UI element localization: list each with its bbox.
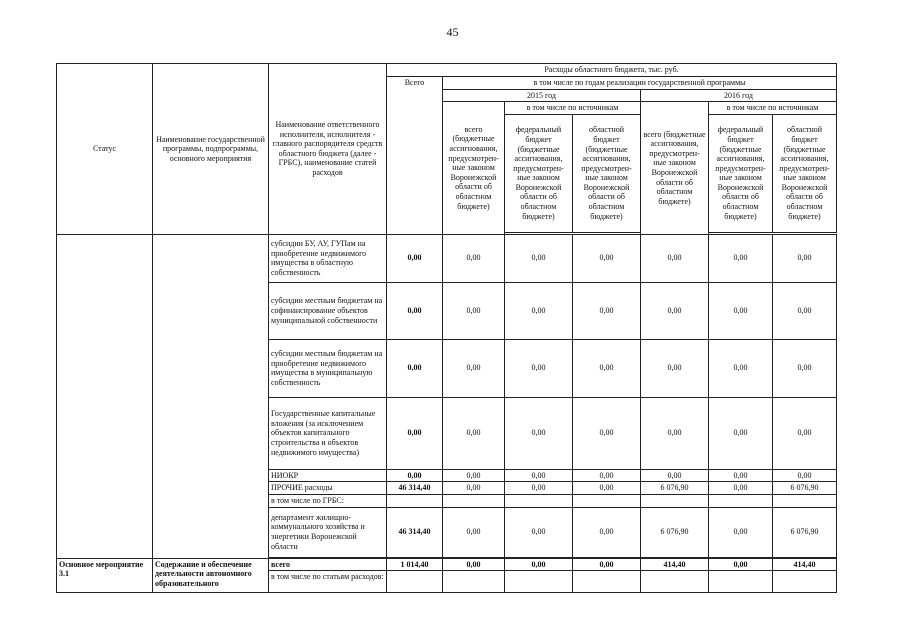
row-2016-federal: 0,00	[709, 397, 773, 469]
grbs-row-label: департамент жилищно-коммунального хозяйства и энергетики Воронежской области	[269, 507, 387, 557]
grbs-row-2015-all: 0,00	[443, 507, 505, 557]
row-2016-regional: 6 076,90	[773, 482, 837, 495]
row-2015-regional: 0,00	[573, 482, 641, 495]
measure-2015-regional: 0,00	[573, 558, 641, 571]
measure-2015-all: 0,00	[443, 558, 505, 571]
measure-status: Основное мероприятие 3.1	[57, 558, 153, 593]
measure-2016-regional: 414,40	[773, 558, 837, 571]
row-total: 46 314,40	[387, 482, 443, 495]
row-2015-all: 0,00	[443, 339, 505, 397]
measure-2016-federal: 0,00	[709, 558, 773, 571]
row-2015-regional: 0,00	[573, 282, 641, 339]
header-responsible: Наименование ответственного исполнителя, исполнителя - главного распорядителя средств областного бюджета (далее - ГРБС), наименование статей расходов	[269, 64, 387, 235]
header-year-2015: 2015 год	[443, 89, 641, 102]
row-2015-all: 0,00	[443, 282, 505, 339]
row-label: субсидии местным бюджетам на софинансирование объектов муниципальной собственности	[269, 282, 387, 339]
header-program-name: Наименование государственной программы, подпрограммы, основного мероприятия	[153, 64, 269, 235]
row-label: субсидии местным бюджетам на приобретение недвижимого имущества в муниципальную собственность	[269, 339, 387, 397]
empty-cell	[709, 494, 773, 507]
row-2016-all: 0,00	[641, 339, 709, 397]
row-2015-all: 0,00	[443, 234, 505, 282]
row-total: 0,00	[387, 282, 443, 339]
measure-2015-federal: 0,00	[505, 558, 573, 571]
row-total: 0,00	[387, 234, 443, 282]
header-year-2016: 2016 год	[641, 89, 837, 102]
row-total: 0,00	[387, 339, 443, 397]
row-2015-all: 0,00	[443, 469, 505, 482]
row-2016-regional: 0,00	[773, 234, 837, 282]
row-label: ПРОЧИЕ расходы	[269, 482, 387, 495]
measure-2016-all: 414,40	[641, 558, 709, 571]
header-total: Всего	[387, 77, 443, 235]
header-2016-federal: федеральный бюджет (бюджетные ассигнования, предусмотрен-ные законом Воронежской области об областном бюджете)	[709, 114, 773, 232]
row-2016-regional: 0,00	[773, 282, 837, 339]
row-label: НИОКР	[269, 469, 387, 482]
empty-cell	[573, 494, 641, 507]
row-label: субсидии БУ, АУ, ГУПам на приобретение недвижимого имущества в областную собственность	[269, 234, 387, 282]
grbs-row-2016-federal: 0,00	[709, 507, 773, 557]
grbs-row-2016-all: 6 076,90	[641, 507, 709, 557]
row-2015-federal: 0,00	[505, 282, 573, 339]
row-2016-federal: 0,00	[709, 469, 773, 482]
grbs-row-total: 46 314,40	[387, 507, 443, 557]
empty-cell	[505, 494, 573, 507]
empty-cell	[443, 494, 505, 507]
row-2015-regional: 0,00	[573, 234, 641, 282]
header-by-years: в том числе по годам реализации государственной программы	[443, 77, 837, 90]
header-2015-by-sources: в том числе по источникам	[505, 102, 641, 115]
row-2015-regional: 0,00	[573, 397, 641, 469]
empty-cell	[641, 494, 709, 507]
row-2016-federal: 0,00	[709, 339, 773, 397]
row-2015-regional: 0,00	[573, 339, 641, 397]
header-2015-regional: областной бюджет (бюджетные ассигнования, предусмотрен-ные законом Воронежской области об областном бюджете)	[573, 114, 641, 232]
row-2016-federal: 0,00	[709, 282, 773, 339]
measure-total: 1 014,40	[387, 558, 443, 571]
row-2016-all: 0,00	[641, 234, 709, 282]
grbs-row-2015-federal: 0,00	[505, 507, 573, 557]
row-2016-regional: 0,00	[773, 397, 837, 469]
row-2016-all: 0,00	[641, 469, 709, 482]
header-2015-federal: федеральный бюджет (бюджетные ассигнования, предусмотрен-ные законом Воронежской области об областном бюджете)	[505, 114, 573, 232]
status-cell-empty	[57, 234, 153, 558]
header-2016-by-sources: в том числе по источникам	[709, 102, 837, 115]
empty-cell	[641, 571, 709, 593]
row-2015-federal: 0,00	[505, 397, 573, 469]
empty-cell	[573, 571, 641, 593]
row-2015-regional: 0,00	[573, 469, 641, 482]
row-2015-federal: 0,00	[505, 234, 573, 282]
program-name-cell-empty	[153, 234, 269, 558]
row-2016-federal: 0,00	[709, 234, 773, 282]
measure-row-label: всего	[269, 558, 387, 571]
header-expenses-title: Расходы областного бюджета, тыс. руб.	[387, 64, 837, 77]
empty-cell	[443, 571, 505, 593]
grbs-label: в том числе по ГРБС:	[269, 494, 387, 507]
row-2016-all: 6 076,90	[641, 482, 709, 495]
row-total: 0,00	[387, 397, 443, 469]
row-label: Государственные капитальные вложения (за исключением объектов капитального строительства и объектов недвижимого имущества)	[269, 397, 387, 469]
empty-cell	[387, 571, 443, 593]
row-2016-all: 0,00	[641, 282, 709, 339]
header-2016-regional: областной бюджет (бюджетные ассигнования, предусмотрен-ные законом Воронежской области об областном бюджете)	[773, 114, 837, 232]
row-2016-all: 0,00	[641, 397, 709, 469]
row-2015-federal: 0,00	[505, 469, 573, 482]
header-2015-all: всего (бюджетные ассигнования, предусмотрен-ные законом Воронежской области об областном бюджете)	[443, 102, 505, 235]
grbs-row-2015-regional: 0,00	[573, 507, 641, 557]
row-total: 0,00	[387, 469, 443, 482]
header-status: Статус	[57, 64, 153, 235]
row-2016-federal: 0,00	[709, 482, 773, 495]
header-2016-all: всего (бюджетные ассигнования, предусмотрен-ные законом Воронежской области об областном бюджете)	[641, 102, 709, 235]
row-2016-regional: 0,00	[773, 339, 837, 397]
measure-sub-label: в том числе по статьям расходов:	[269, 571, 387, 593]
empty-cell	[773, 571, 837, 593]
measure-name: Содержание и обеспечение деятельности автономного образовательного	[153, 558, 269, 593]
row-2015-all: 0,00	[443, 397, 505, 469]
empty-cell	[709, 571, 773, 593]
row-2015-federal: 0,00	[505, 482, 573, 495]
row-2016-regional: 0,00	[773, 469, 837, 482]
empty-cell	[773, 494, 837, 507]
page-number: 45	[446, 25, 459, 39]
grbs-row-2016-regional: 6 076,90	[773, 507, 837, 557]
row-2015-all: 0,00	[443, 482, 505, 495]
empty-cell	[505, 571, 573, 593]
row-2015-federal: 0,00	[505, 339, 573, 397]
budget-table	[56, 63, 837, 593]
empty-cell	[387, 494, 443, 507]
